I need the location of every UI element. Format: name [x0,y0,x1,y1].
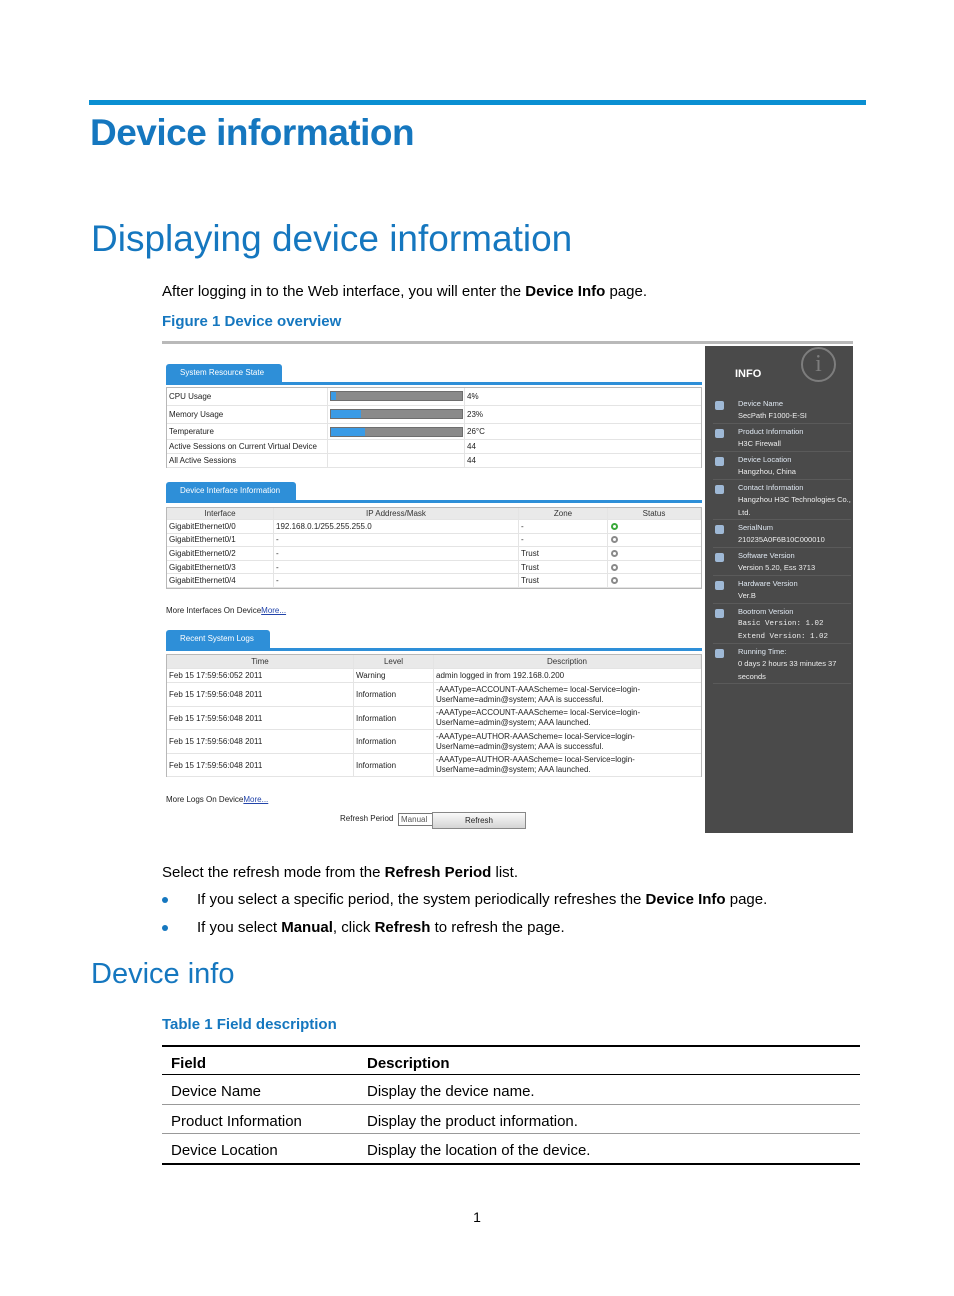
info-title: INFO [735,368,762,380]
logs-table [166,654,702,777]
resource-value: 26°C [467,427,485,436]
bullet-dot [162,897,168,903]
resource-row [167,440,701,454]
logs-tab[interactable]: Recent System Logs [166,630,270,648]
info-item-label: Software Version [738,551,795,560]
resource-value: 44 [467,456,476,465]
usage-bar [330,391,463,401]
info-item-label: SerialNum [738,523,774,532]
info-item-value: Extend Version: 1.02 [738,633,829,641]
interface-zone: Trust [519,561,608,574]
info-item [713,452,851,480]
resource-value: 23% [467,410,484,419]
interface-row [167,561,701,575]
resource-value: 44 [467,442,476,451]
interface-zone: - [519,534,608,547]
log-description: admin logged in from 192.168.0.200 [436,670,565,680]
log-description: -AAAType=ACCOUNT-AAAScheme= local-Service=login-UserName=admin@system; AAA launched. [436,708,641,727]
info-item-icon [715,457,724,466]
device-overview-screenshot [162,341,853,833]
interface-zone: - [519,520,608,533]
column-header: Time [167,655,354,668]
column-header: Description [434,655,701,668]
intro-paragraph: After logging in to the Web interface, you will enter the Device Info page. [162,283,648,300]
interfaces-header-row [167,508,701,520]
info-item-icon [715,581,724,590]
info-item-label: Bootrom Version [738,607,794,616]
header-description: Description [367,1055,450,1072]
info-item-value: H3C Firewall [738,439,781,448]
resource-label: Memory Usage [167,406,328,423]
interface-name: GigabitEthernet0/0 [167,520,274,533]
resource-label: All Active Sessions [167,454,328,467]
usage-bar-fill [331,428,365,436]
interface-name: GigabitEthernet0/1 [167,534,274,547]
log-row [167,683,701,707]
info-item [713,644,851,684]
info-item-value: Hangzhou H3C Technologies Co., Ltd. [738,495,851,517]
more-interfaces: More Interfaces On DeviceMore... [166,606,287,615]
resource-row [167,406,701,424]
column-header: Status [608,508,701,519]
interface-status [608,561,701,574]
figure-top-rule [162,341,853,344]
interface-status [608,534,701,547]
usage-bar-fill [331,410,361,418]
bullet-item: If you select a specific period, the system periodically refreshes the Device Info page. [197,891,768,908]
info-item-label: Device Location [738,455,792,464]
interface-status [608,574,701,587]
log-level: Warning [354,669,434,682]
column-header: IP Address/Mask [274,508,519,519]
resource-row [167,388,701,406]
interface-zone: Trust [519,574,608,587]
info-item-value: 0 days 2 hours 33 minutes 37 seconds [738,659,837,681]
refresh-period-label: Refresh Period [340,814,394,823]
interface-status [608,520,701,533]
interface-name: GigabitEthernet0/3 [167,561,274,574]
info-item-icon [715,525,724,534]
resource-row [167,454,701,468]
log-row [167,730,701,754]
info-item [713,604,851,644]
interfaces-table [166,507,702,589]
info-item [713,548,851,576]
column-header: Interface [167,508,274,519]
resource-label: CPU Usage [167,388,328,405]
status-down-icon [611,564,618,571]
column-header: Zone [519,508,608,519]
resource-meter [328,406,465,423]
figure-caption: Figure 1 Device overview [162,313,342,330]
log-time: Feb 15 17:59:56:048 2011 [167,754,354,776]
info-item-icon [715,609,724,618]
log-row [167,754,701,777]
status-up-icon [611,523,618,530]
info-item-value: Hangzhou, China [738,467,796,476]
interface-name: GigabitEthernet0/4 [167,574,274,587]
interface-ip: - [274,561,519,574]
log-description: -AAAType=AUTHOR-AAAScheme= local-Service=login-UserName=admin@system; AAA launched. [436,755,635,774]
log-description: -AAAType=AUTHOR-AAAScheme= local-Service=login-UserName=admin@system; AAA is successful. [436,731,635,751]
resource-meter [328,440,465,453]
info-icon: i [801,347,836,382]
header-field: Field [171,1055,207,1072]
log-level: Information [354,754,434,776]
interface-row [167,574,701,588]
usage-bar [330,409,463,419]
log-level: Information [354,683,434,706]
log-description: -AAAType=ACCOUNT-AAAScheme= local-Service=login-UserName=admin@system; AAA is successful. [436,684,641,704]
bullet-dot [162,925,168,931]
log-row [167,707,701,730]
chapter-title: Device information [90,112,415,153]
interface-zone: Trust [519,547,608,560]
refresh-button[interactable]: Refresh [432,812,526,829]
system-resource-tab[interactable]: System Resource State [166,364,282,382]
status-down-icon [611,536,618,543]
info-item [713,396,851,424]
log-row [167,669,701,683]
resource-row [167,424,701,440]
info-item-label: Contact Information [738,483,804,492]
interface-row [167,534,701,548]
info-item-value: 210235A0F6B10C000010 [738,535,825,544]
resource-label: Temperature [167,424,328,439]
section-title: Displaying device information [91,218,573,259]
info-item [713,520,851,548]
status-down-icon [611,577,618,584]
interface-row [167,547,701,561]
refresh-period-select[interactable]: Manual [398,813,457,826]
resource-meter [328,388,465,405]
info-item-value: Ver.B [738,591,756,600]
log-time: Feb 15 17:59:56:048 2011 [167,730,354,753]
subsection-title: Device info [91,958,235,990]
info-item-value: Version 5.20, Ess 3713 [738,563,816,572]
log-level: Information [354,707,434,729]
info-item-label: Running Time: [738,647,787,656]
bullet-item: If you select Manual, click Refresh to refresh the page. [197,919,565,936]
info-item-icon [715,485,724,494]
log-level: Information [354,730,434,753]
resource-label: Active Sessions on Current Virtual Device [167,440,328,453]
page-number: 1 [473,1209,481,1225]
more-interfaces-link[interactable]: More... [261,606,287,615]
usage-bar-fill [331,392,336,400]
info-item-icon [715,553,724,562]
system-resource-panel [166,387,702,468]
table-caption: Table 1 Field description [162,1016,337,1033]
usage-bar [330,427,463,437]
resource-meter [328,424,465,439]
info-item [713,480,851,520]
interface-ip: - [274,534,519,547]
interface-ip: 192.168.0.1/255.255.255.0 [274,520,519,533]
more-logs-link[interactable]: More... [243,795,269,804]
info-item [713,424,851,452]
info-item-value: Basic Version: 1.02 [738,620,824,628]
interfaces-tab[interactable]: Device Interface Information [166,482,296,500]
info-item-label: Hardware Version [738,579,798,588]
more-logs: More Logs On DeviceMore... [166,795,269,804]
info-item-icon [715,429,724,438]
refresh-mode-paragraph: Select the refresh mode from the Refresh Period list. [162,864,518,881]
heading-rule [89,100,866,105]
info-panel [705,346,853,833]
info-item-value: SecPath F1000-E-SI [738,411,807,420]
log-time: Feb 15 17:59:56:052 2011 [167,669,354,682]
interface-name: GigabitEthernet0/2 [167,547,274,560]
info-item-icon [715,401,724,410]
interface-row [167,520,701,534]
interface-status [608,547,701,560]
logs-header-row [167,655,701,669]
resource-value: 4% [467,392,479,401]
interface-ip: - [274,574,519,587]
info-item [713,576,851,604]
refresh-controls [340,814,493,825]
status-down-icon [611,550,618,557]
column-header: Level [354,655,434,668]
log-time: Feb 15 17:59:56:048 2011 [167,707,354,729]
info-item-label: Product Information [738,427,804,436]
info-item-label: Device Name [738,399,784,408]
interface-ip: - [274,547,519,560]
resource-meter [328,454,465,467]
info-item-icon [715,649,724,658]
log-time: Feb 15 17:59:56:048 2011 [167,683,354,706]
